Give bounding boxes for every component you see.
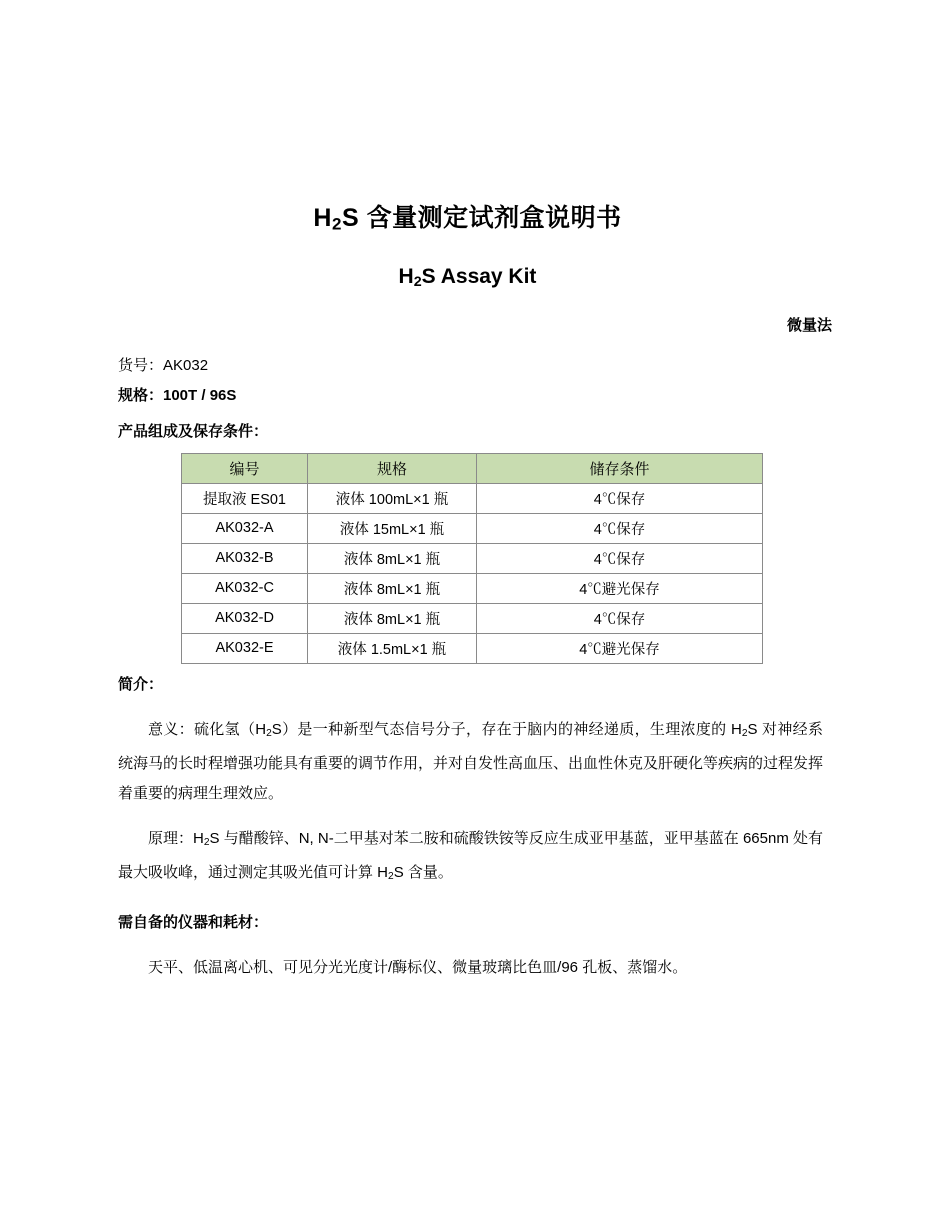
document-body xyxy=(0,351,935,983)
significance-post: S 对神经系统海马的长时程增强功能具有重要的调节作用，并对自发性高血压、出血性休克及肝硬化等疾病的过程发挥着重要的病理生理效应。 xyxy=(118,720,824,803)
table-cell: 液体 8mL×1 瓶 xyxy=(308,573,477,603)
table-cell: 液体 15mL×1 瓶 xyxy=(308,513,477,543)
table-cell: 液体 8mL×1 瓶 xyxy=(308,543,477,573)
specification: 规格：100T / 96S xyxy=(118,386,237,404)
composition-table xyxy=(181,453,763,664)
table-header-row xyxy=(182,453,763,483)
table-cell: AK032-D xyxy=(182,603,308,633)
table-row xyxy=(182,483,763,513)
table-cell: 4℃避光保存 xyxy=(477,633,763,663)
catalog-number: 货号：AK032 xyxy=(118,356,209,374)
table-cell: AK032-C xyxy=(182,573,308,603)
table-row xyxy=(182,573,763,603)
title-en-post: S Assay Kit xyxy=(421,264,537,288)
title-zh-pre: H xyxy=(313,204,332,232)
intro-principle-paragraph xyxy=(118,824,823,892)
table-cell: 提取液 ES01 xyxy=(182,483,308,513)
table-header-cell: 编号 xyxy=(182,453,308,483)
composition-heading: 产品组成及保存条件： xyxy=(118,422,269,440)
table-cell: 液体 1.5mL×1 瓶 xyxy=(308,633,477,663)
principle-mid: S 与醋酸锌、N, N-二甲基对苯二胺和硫酸铁铵等反应生成亚甲基蓝，亚甲基蓝在 665nm 处有最大吸收峰，通过测定其吸光值可计算 H xyxy=(118,830,823,882)
equipment-heading: 需自备的仪器和耗材： xyxy=(118,913,269,931)
title-en-pre: H xyxy=(398,264,414,288)
page-title-en xyxy=(0,265,935,290)
significance-sub-1: 2 xyxy=(266,728,272,740)
principle-post: S 含量。 xyxy=(393,864,453,882)
significance-sub-2: 2 xyxy=(741,728,748,740)
table-row xyxy=(182,513,763,543)
table-header-cell: 储存条件 xyxy=(477,453,763,483)
table-cell: 液体 100mL×1 瓶 xyxy=(308,483,477,513)
table-cell: AK032-E xyxy=(182,633,308,663)
title-en-sub: 2 xyxy=(413,273,422,290)
title-zh-sub: 2 xyxy=(331,214,342,234)
principle-sub-1: 2 xyxy=(203,837,210,849)
document-page xyxy=(0,198,935,1222)
table-cell: 4℃避光保存 xyxy=(477,573,763,603)
table-cell: 4℃保存 xyxy=(477,543,763,573)
method-label: 微量法 xyxy=(786,316,832,334)
table-row xyxy=(182,633,763,663)
table-cell: 4℃保存 xyxy=(477,513,763,543)
principle-sub-2: 2 xyxy=(388,871,394,883)
table-cell: 4℃保存 xyxy=(477,483,763,513)
table-cell: 液体 8mL×1 瓶 xyxy=(308,603,477,633)
title-zh-post: S 含量测定试剂盒说明书 xyxy=(341,204,622,232)
intro-heading: 简介： xyxy=(118,675,164,693)
principle-pre: 原理：H xyxy=(148,830,204,848)
equipment-paragraph: 天平、低温离心机、可见分光光度计/酶标仪、微量玻璃比色皿/96 孔板、蒸馏水。 xyxy=(148,958,688,976)
table-row xyxy=(182,603,763,633)
table-cell: 4℃保存 xyxy=(477,603,763,633)
significance-pre: 意义：硫化氢（H xyxy=(148,720,267,738)
page-title-zh xyxy=(0,198,935,235)
table-cell: AK032-A xyxy=(182,513,308,543)
intro-significance-paragraph xyxy=(118,715,823,809)
table-header-cell: 规格 xyxy=(308,453,477,483)
significance-mid: S）是一种新型气态信号分子，存在于脑内的神经递质，生理浓度的 H xyxy=(271,720,742,738)
table-cell: AK032-B xyxy=(182,543,308,573)
table-row xyxy=(182,543,763,573)
